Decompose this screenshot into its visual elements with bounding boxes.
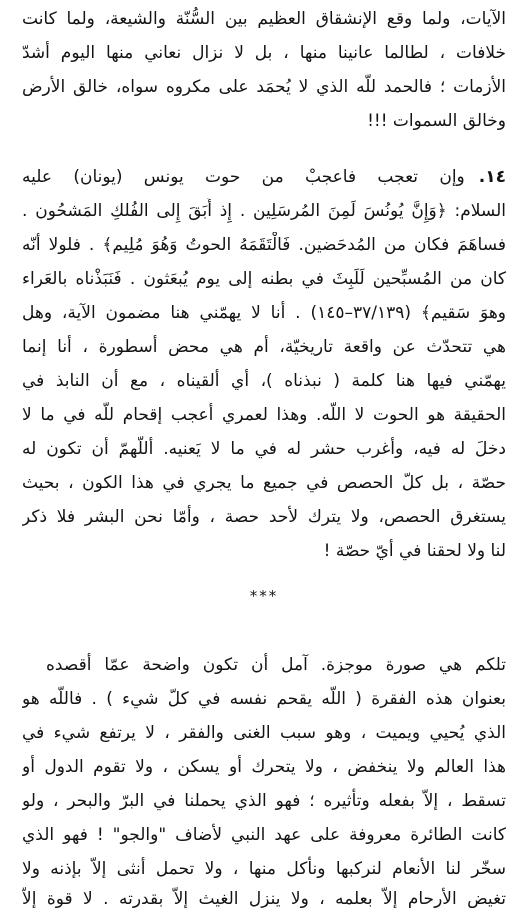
paragraph-line: الحقيقة هو الحوت لا اللّه. وهذا لعمري أعجب إقحام للّه في ما لا bbox=[22, 405, 506, 425]
paragraph-line: سخّر لنا الأنعام لنركبها ونأكل منها ، ولا تحمل أنثى إلاّ بإذنه ولا bbox=[22, 859, 506, 879]
paragraph-line: هذا العالم ولا ينخفض ، ولا يتحرك أو يسكن ، ولا تقوم الدول أو bbox=[22, 757, 506, 777]
paragraph-line: وهوَ سَقيم﴾ (٣٧/١٣٩–١٤٥) . أنا لا يهمّني هنا مضمون الآية، وهل bbox=[22, 303, 506, 323]
paragraph-line: خلافات ، لطالما عانينا منها ، بل لا نزال نعاني منها اليوم أشدّ bbox=[22, 43, 506, 63]
paragraph-line: وخالق السموات !!! bbox=[367, 111, 506, 131]
paragraph-line: تسقط ، إلاّ بفعله وتأثيره ؛ فهو الذي يحملنا في البرّ والبحر ، ولو bbox=[22, 791, 506, 811]
section-separator: *** bbox=[249, 587, 279, 605]
paragraph-line: تلكم هي صورة موجزة. آمل أن تكون واضحة عمّا أقصده bbox=[46, 655, 506, 675]
paragraph-line: بعنوان هذه الفقرة ( اللّه يقحم نفسه في كلّ شيء ) . فاللّه هو bbox=[22, 689, 506, 709]
paragraph-line: حصّة ، بل كلّ الحصص في جميع ما يجري في هذا الكون ، بحيث bbox=[22, 473, 506, 493]
paragraph-line: كانت الطائرة معروفة على عهد النبي لأضاف "والجو" ! فهو الذي bbox=[22, 825, 506, 845]
paragraph-line: الأزمات ؛ فالحمد للّه الذي لا يُحمَد على مكروه سواه، خالق الأرض bbox=[22, 77, 506, 97]
paragraph-line: الآيات، ولما وقع الإنشقاق العظيم بين السُّنّة والشيعة، ولما كانت bbox=[22, 9, 506, 29]
paragraph-line: فساهَمَ فكان من المُدحَضين. فَالْتَقَمَهُ الحوتُ وَهُوَ مُلِيم﴾ . فلولا أنّه bbox=[22, 235, 506, 255]
paragraph-line: دخلَ له فيه، وأغرب حشر له في ما لا يَعنيه. أللّهمّ أن تكون له bbox=[22, 439, 506, 459]
paragraph-line: الذي يُحيي ويميت ، وهو سبب الغنى والفقر ، لا يرتفع شيء في bbox=[22, 723, 506, 743]
paragraph-line: يستغرق الحصص، ولا يترك لأحد حصة ، وأمّا نحن البشر فلا ذكر bbox=[22, 507, 506, 527]
paragraph-line: يهمّني فيها هنا كلمة ( نبذناه )، أي ألقيناه ، مع أن النابذ في bbox=[22, 371, 506, 391]
paragraph-line: تغيض الأرحام إلاّ بعلمه ، ولا ينزل الغيث إلاّ بقدرته . لا قوة إلاّ bbox=[22, 889, 506, 909]
paragraph-number: ١٤. bbox=[478, 167, 506, 187]
numbered-paragraph-first-line bbox=[22, 164, 506, 192]
paragraph-line: لنا ولا لحقنا في أيّ حصّة ! bbox=[323, 541, 506, 561]
paragraph-line: هي تتحدّث عن واقعة تاريخيّة، أم هي محض أسطورة ، أنا إنما bbox=[22, 337, 506, 357]
paragraph-line: كان من المُسبِّحين لَلَبِثَ في بطنه إلى يوم يُبعَثون . فَنَبَذْناه بالعَراء bbox=[22, 269, 506, 289]
paragraph-line: وإن تعجب فاعجبْ من حوت يونس (يونان) عليه bbox=[22, 167, 465, 187]
paragraph-line: السلام: ﴿وَإِنَّ يُونُسَ لَمِنَ المُرسَلِين . إِذ أَبَقَ إِلى الفُلكِ المَشحُون . bbox=[22, 201, 506, 221]
